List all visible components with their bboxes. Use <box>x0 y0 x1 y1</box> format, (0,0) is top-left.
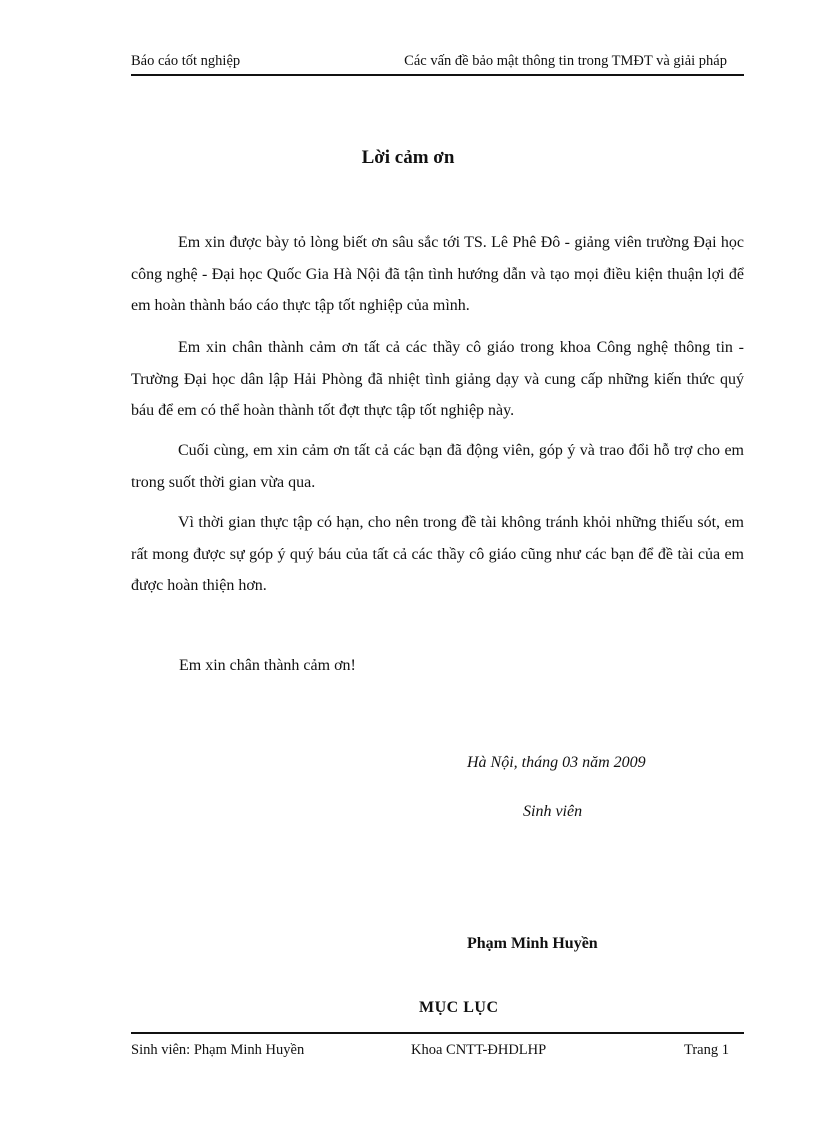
footer-rule <box>131 1032 744 1034</box>
header-rule <box>131 74 744 76</box>
header-right: Các vấn đề bảo mật thông tin trong TMĐT và giải pháp <box>404 53 727 69</box>
toc-heading: MỤC LỤC <box>419 999 499 1016</box>
date-line: Hà Nội, tháng 03 năm 2009 <box>467 754 646 771</box>
closing-text: Em xin chân thành cảm ơn! <box>179 657 356 674</box>
paragraph-2: Em xin chân thành cảm ơn tất cả các thầy cô giáo trong khoa Công nghệ thông tin - Trường Đại học dân lập Hải Phòng đã nhiệt tình giảng dạy và cung cấp những kiến thức quý báu để em có thể hoàn thành tốt đợt thực tập tốt nghiệp này. <box>131 339 744 419</box>
paragraph-1: Em xin được bày tỏ lòng biết ơn sâu sắc tới TS. Lê Phê Đô - giảng viên trường Đại học công nghệ - Đại học Quốc Gia Hà Nội đã tận tình hướng dẫn và tạo mọi điều kiện thuận lợi để em hoàn thành báo cáo thực tập tốt nghiệp của mình. <box>131 234 744 314</box>
signer-name: Phạm Minh Huyền <box>467 935 598 952</box>
signer-role: Sinh viên <box>523 803 583 820</box>
paragraph-3: Cuối cùng, em xin cảm ơn tất cả các bạn đã động viên, góp ý và trao đổi hỗ trợ cho em trong suốt thời gian vừa qua. <box>131 442 744 491</box>
paragraph-4: Vì thời gian thực tập có hạn, cho nên trong đề tài không tránh khỏi những thiếu sót, em rất mong được sự góp ý quý báu của tất cả các thầy cô giáo cũng như các bạn để đề tài của em được hoàn thiện hơn. <box>131 514 744 594</box>
page-title: Lời cảm ơn <box>361 147 455 168</box>
footer-student: Sinh viên: Phạm Minh Huyền <box>131 1042 305 1058</box>
footer-page: Trang 1 <box>684 1042 729 1058</box>
footer-department: Khoa CNTT-ĐHDLHP <box>411 1042 547 1058</box>
header-left: Báo cáo tốt nghiệp <box>131 53 241 69</box>
